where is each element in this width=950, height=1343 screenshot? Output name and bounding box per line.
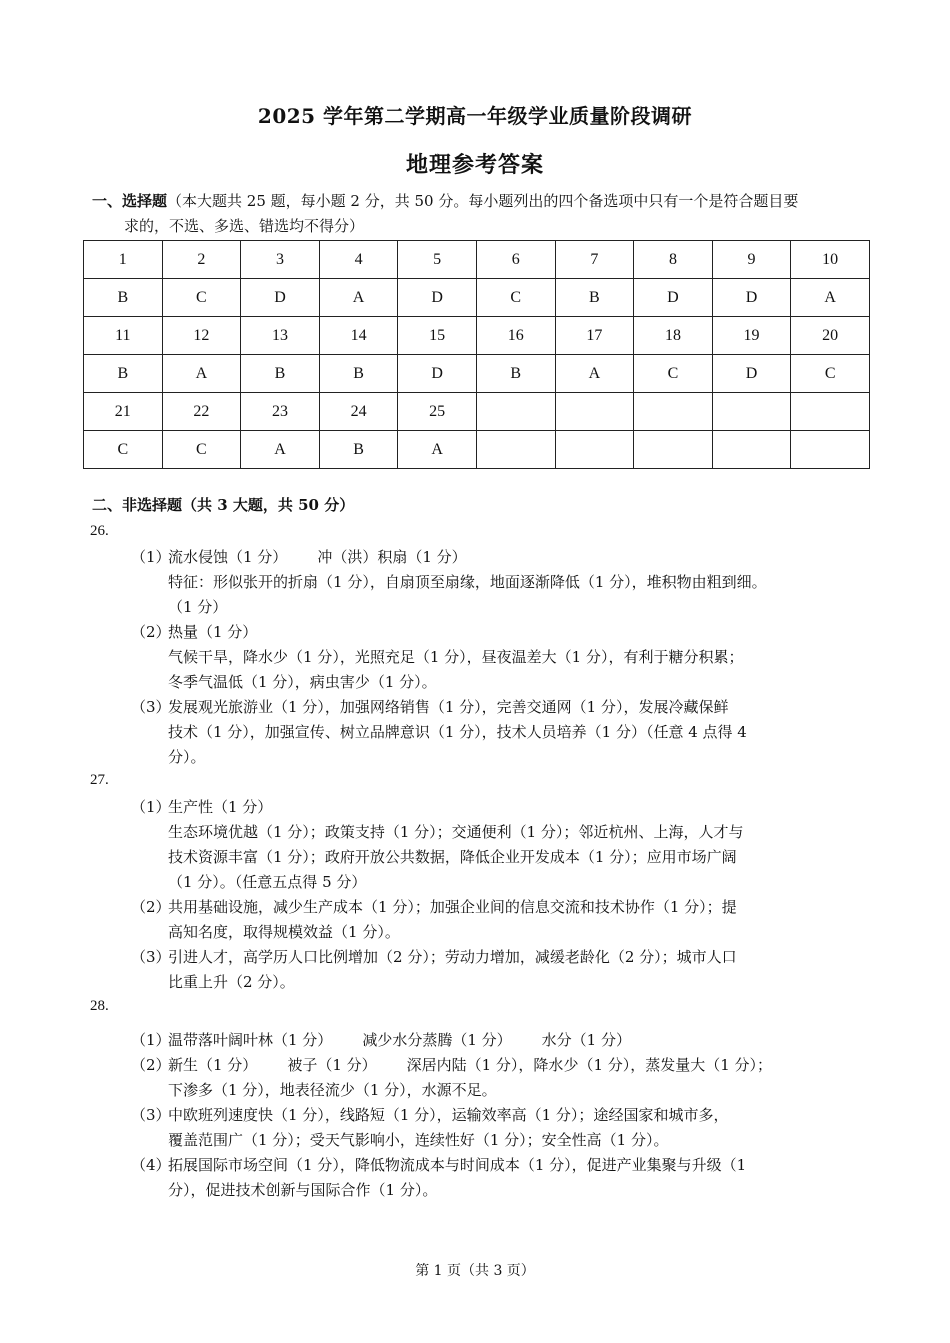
answer-text: 中欧班列速度快（1 分），线路短（1 分），运输效率高（1 分）；途经国家和城市多， [168, 1106, 729, 1124]
answer-cell: D [712, 279, 791, 317]
answer-cell: C [634, 355, 713, 393]
answer-text: 共用基础设施，减少生产成本（1 分）；加强企业间的信息交流和技术协作（1 分）；提 [168, 898, 737, 916]
q27-part-1 [131, 795, 861, 895]
question-number-cell: 25 [398, 393, 477, 431]
answer-text: 冬季气温低（1 分），病虫害少（1 分）。 [168, 673, 437, 691]
table-row [84, 317, 870, 355]
answer-cell: A [241, 431, 320, 469]
answer-text: （1 分）。（任意五点得 5 分） [168, 873, 367, 891]
answer-cell: B [241, 355, 320, 393]
part-label: （3） [131, 698, 171, 716]
answer-cell [476, 431, 555, 469]
question-number-cell: 14 [319, 317, 398, 355]
part-label: （1） [131, 798, 171, 816]
question-number-cell: 11 [84, 317, 163, 355]
q26-part-3 [131, 695, 861, 770]
part-label: （2） [131, 623, 171, 641]
document-title: 2025 学年第二学期高一年级学业质量阶段调研 [257, 104, 693, 128]
question-number-cell: 13 [241, 317, 320, 355]
question-number-cell: 20 [791, 317, 870, 355]
question-number-cell [555, 393, 634, 431]
question-number-cell [712, 393, 791, 431]
answer-text: 覆盖范围广（1 分）；受天气影响小，连续性好（1 分）；安全性高（1 分）。 [168, 1131, 669, 1149]
section-choice-header [92, 189, 867, 239]
page-footer: 第 1 页（共 3 页） [415, 1263, 535, 1279]
part-label: （3） [131, 948, 171, 966]
answer-text: 分），促进技术创新与国际合作（1 分）。 [168, 1181, 438, 1199]
answer-text: 下渗多（1 分），地表径流少（1 分），水源不足。 [168, 1081, 497, 1099]
answer-text: 深居内陆（1 分），降水少（1 分），蒸发量大（1 分）； [406, 1056, 773, 1074]
question-number-cell: 24 [319, 393, 398, 431]
answer-cell: C [162, 431, 241, 469]
answer-cell: C [84, 431, 163, 469]
q28-part-2 [131, 1053, 861, 1103]
question-number-cell [476, 393, 555, 431]
answer-text: 新生（1 分） [168, 1056, 258, 1074]
question-number-cell: 12 [162, 317, 241, 355]
part-label: （2） [131, 898, 171, 916]
answer-text: 拓展国际市场空间（1 分），降低物流成本与时间成本（1 分），促进产业集聚与升级（1 [168, 1156, 747, 1174]
q26-part-2 [131, 620, 861, 695]
question-number-cell: 7 [555, 241, 634, 279]
answer-text: 减少水分蒸腾（1 分） [362, 1031, 512, 1049]
answer-cell: D [241, 279, 320, 317]
q27-part-2 [131, 895, 861, 945]
question-number-cell: 15 [398, 317, 477, 355]
answer-text: 比重上升（2 分）。 [168, 973, 295, 991]
table-row [84, 355, 870, 393]
table-row [84, 431, 870, 469]
question-number-cell [791, 393, 870, 431]
answer-cell: B [555, 279, 634, 317]
section-choice-desc: （本大题共 25 题，每小题 2 分，共 50 分。每小题列出的四个备选项中只有一个是符合题目要 [167, 192, 799, 210]
q28-part-3 [131, 1103, 861, 1153]
answer-cell [555, 431, 634, 469]
answer-cell: A [555, 355, 634, 393]
answer-text: 气候干旱，降水少（1 分），光照充足（1 分），昼夜温差大（1 分），有利于糖分积累； [168, 648, 744, 666]
question-number-cell: 9 [712, 241, 791, 279]
answer-text: 水分（1 分） [541, 1031, 631, 1049]
answer-text: 温带落叶阔叶林（1 分） [168, 1031, 333, 1049]
answer-cell: B [84, 355, 163, 393]
question-number-cell: 23 [241, 393, 320, 431]
part-label: （1） [131, 1031, 171, 1049]
answer-text: 流水侵蚀（1 分） [168, 548, 288, 566]
answer-cell [634, 431, 713, 469]
question-number-cell: 18 [634, 317, 713, 355]
table-row [84, 393, 870, 431]
answer-text: 高知名度，取得规模效益（1 分）。 [168, 923, 400, 941]
question-number-cell: 2 [162, 241, 241, 279]
q28-part-4 [131, 1153, 861, 1203]
answer-cell: D [634, 279, 713, 317]
question-number-cell: 10 [791, 241, 870, 279]
answer-cell: A [319, 279, 398, 317]
answer-cell: A [398, 431, 477, 469]
question-28-number: 28. [90, 998, 109, 1014]
answer-cell: D [712, 355, 791, 393]
table-row [84, 241, 870, 279]
answer-text: 技术资源丰富（1 分）；政府开放公共数据，降低企业开发成本（1 分）；应用市场广阔 [168, 848, 737, 866]
question-26-number: 26. [90, 523, 109, 539]
part-label: （1） [131, 548, 171, 566]
answer-text: 发展观光旅游业（1 分），加强网络销售（1 分），完善交通网（1 分），发展冷藏保鲜 [168, 698, 729, 716]
part-label: （4） [131, 1156, 171, 1174]
question-number-cell: 1 [84, 241, 163, 279]
answer-cell: D [398, 355, 477, 393]
section-choice-heading: 一、选择题 [92, 192, 168, 210]
question-number-cell: 16 [476, 317, 555, 355]
question-number-cell: 8 [634, 241, 713, 279]
part-label: （3） [131, 1106, 171, 1124]
answer-text: 生产性（1 分） [168, 798, 273, 816]
answer-text: 生态环境优越（1 分）；政策支持（1 分）；交通便利（1 分）；邻近杭州、上海，人才与 [168, 823, 744, 841]
answer-text: 热量（1 分） [168, 623, 258, 641]
question-number-cell: 4 [319, 241, 398, 279]
answer-text: 冲（洪）积扇（1 分） [317, 548, 467, 566]
question-number-cell: 22 [162, 393, 241, 431]
answer-cell: A [162, 355, 241, 393]
answer-table [83, 240, 870, 469]
table-row [84, 279, 870, 317]
question-27-number: 27. [90, 772, 109, 788]
question-number-cell [634, 393, 713, 431]
answer-cell: A [791, 279, 870, 317]
q28-part-1 [131, 1028, 861, 1053]
answer-cell [712, 431, 791, 469]
answer-cell: B [476, 355, 555, 393]
answer-cell: C [791, 355, 870, 393]
answer-cell [791, 431, 870, 469]
answer-cell: C [162, 279, 241, 317]
section-choice-desc-cont: 求的，不选、多选、错选均不得分） [124, 217, 365, 235]
q27-part-3 [131, 945, 861, 995]
answer-cell: B [319, 431, 398, 469]
question-number-cell: 19 [712, 317, 791, 355]
section-open-heading: 二、非选择题（共 3 大题，共 50 分） [92, 496, 355, 514]
answer-cell: B [84, 279, 163, 317]
answer-text: 被子（1 分） [287, 1056, 377, 1074]
question-number-cell: 6 [476, 241, 555, 279]
question-number-cell: 3 [241, 241, 320, 279]
answer-text: 引进人才，高学历人口比例增加（2 分）；劳动力增加，减缓老龄化（2 分）；城市人口 [168, 948, 737, 966]
answer-text: 分）。 [168, 748, 206, 766]
answer-text: 技术（1 分），加强宣传、树立品牌意识（1 分），技术人员培养（1 分）（任意 4 点得 4 [168, 723, 747, 741]
answer-text: （1 分） [168, 598, 228, 616]
question-number-cell: 5 [398, 241, 477, 279]
question-number-cell: 21 [84, 393, 163, 431]
q26-part-1 [131, 545, 861, 620]
answer-cell: C [476, 279, 555, 317]
answer-cell: B [319, 355, 398, 393]
answer-cell: D [398, 279, 477, 317]
document-subtitle: 地理参考答案 [405, 152, 544, 178]
part-label: （2） [131, 1056, 171, 1074]
question-number-cell: 17 [555, 317, 634, 355]
answer-text: 特征：形似张开的折扇（1 分），自扇顶至扇缘，地面逐渐降低（1 分），堆积物由粗到细。 [168, 573, 767, 591]
